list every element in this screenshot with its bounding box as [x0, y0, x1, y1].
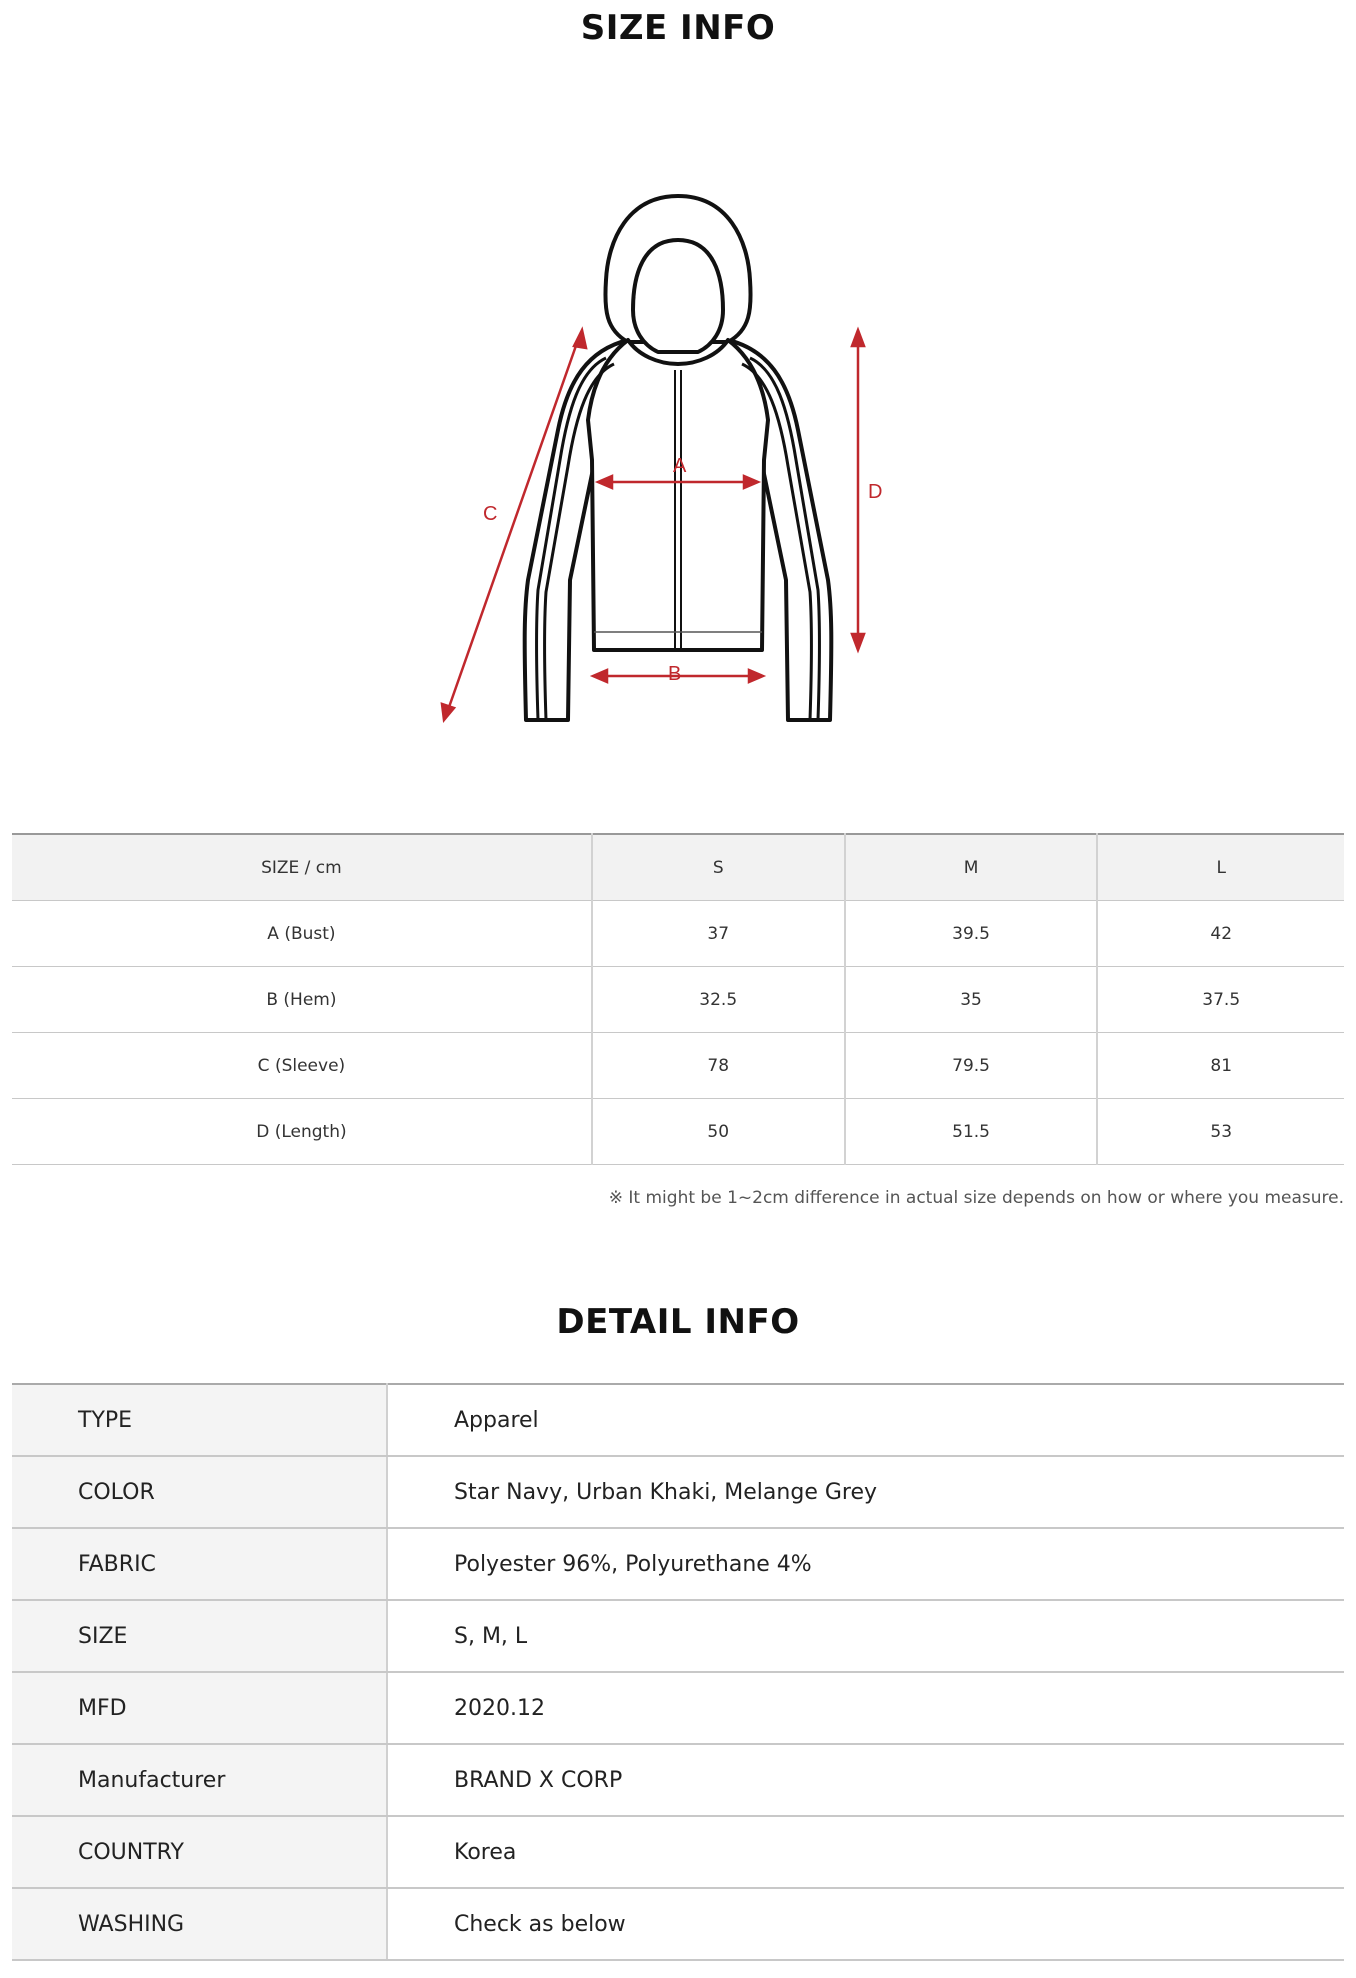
- cell-m: 35: [845, 967, 1098, 1033]
- cell-m: 51.5: [845, 1099, 1098, 1165]
- detail-value-washing: Check as below: [387, 1888, 1344, 1960]
- arrow-d-head-top: [852, 330, 864, 346]
- row-label: C (Sleeve): [12, 1033, 592, 1099]
- detail-label-mfd: MFD: [12, 1672, 387, 1744]
- table-row: [12, 901, 1344, 967]
- row-label: B (Hem): [12, 967, 592, 1033]
- table-row: [12, 1888, 1344, 1960]
- size-table-header: [12, 834, 1344, 901]
- table-row: [12, 1672, 1344, 1744]
- detail-info-title: DETAIL INFO: [556, 1302, 800, 1342]
- table-row: [12, 1456, 1344, 1528]
- label-d: D: [868, 481, 883, 503]
- hooded-jacket-illustration: [428, 180, 928, 740]
- detail-label-color: COLOR: [12, 1456, 387, 1528]
- table-row: [12, 967, 1344, 1033]
- detail-label-fabric: FABRIC: [12, 1528, 387, 1600]
- size-header-m: M: [845, 834, 1098, 901]
- detail-value-type: Apparel: [387, 1384, 1344, 1456]
- detail-value-mfd: 2020.12: [387, 1672, 1344, 1744]
- cell-s: 32.5: [592, 967, 845, 1033]
- table-row: [12, 1816, 1344, 1888]
- label-a: A: [673, 455, 687, 477]
- size-header-s: S: [592, 834, 845, 901]
- cell-s: 50: [592, 1099, 845, 1165]
- detail-label-size: SIZE: [12, 1600, 387, 1672]
- table-row: [12, 1033, 1344, 1099]
- size-header-l: L: [1097, 834, 1344, 901]
- label-c: C: [483, 503, 498, 525]
- cell-l: 42: [1097, 901, 1344, 967]
- table-row: [12, 1099, 1344, 1165]
- cell-l: 37.5: [1097, 967, 1344, 1033]
- cell-m: 39.5: [845, 901, 1098, 967]
- arrow-c-head-bottom: [442, 704, 454, 720]
- detail-value-fabric: Polyester 96%, Polyurethane 4%: [387, 1528, 1344, 1600]
- table-row: [12, 1744, 1344, 1816]
- cell-l: 53: [1097, 1099, 1344, 1165]
- size-header-unit: SIZE / cm: [12, 834, 592, 901]
- detail-label-manufacturer: Manufacturer: [12, 1744, 387, 1816]
- cell-s: 78: [592, 1033, 845, 1099]
- size-info-title: SIZE INFO: [580, 8, 776, 48]
- detail-label-type: TYPE: [12, 1384, 387, 1456]
- table-row: [12, 1384, 1344, 1456]
- table-row: [12, 1600, 1344, 1672]
- size-difference-note: ※ It might be 1~2cm difference in actual size depends on how or where you measure.: [608, 1188, 1344, 1208]
- detail-value-size: S, M, L: [387, 1600, 1344, 1672]
- arrow-b-head-right: [749, 670, 763, 682]
- detail-table: [12, 1383, 1344, 1961]
- arrow-d-head-bottom: [852, 634, 864, 650]
- detail-value-color: Star Navy, Urban Khaki, Melange Grey: [387, 1456, 1344, 1528]
- detail-label-country: COUNTRY: [12, 1816, 387, 1888]
- cell-l: 81: [1097, 1033, 1344, 1099]
- cell-m: 79.5: [845, 1033, 1098, 1099]
- cell-s: 37: [592, 901, 845, 967]
- row-label: A (Bust): [12, 901, 592, 967]
- label-b: B: [668, 663, 682, 685]
- arrow-c-head-top: [574, 330, 586, 348]
- hood-opening: [633, 240, 723, 352]
- body-outline: [588, 340, 768, 650]
- row-label: D (Length): [12, 1099, 592, 1165]
- table-row: [12, 1528, 1344, 1600]
- size-table: [12, 833, 1344, 1165]
- detail-label-washing: WASHING: [12, 1888, 387, 1960]
- detail-value-country: Korea: [387, 1816, 1344, 1888]
- arrow-b-head-left: [593, 670, 607, 682]
- detail-value-manufacturer: BRAND X CORP: [387, 1744, 1344, 1816]
